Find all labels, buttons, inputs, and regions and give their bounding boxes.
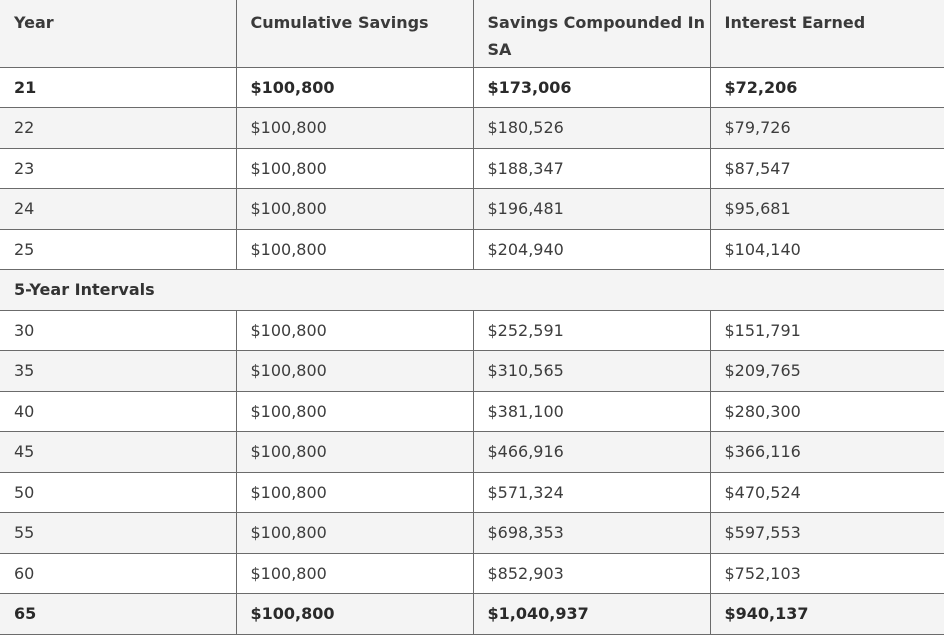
cell-interest-earned: $280,300 (710, 391, 944, 432)
cell-cumulative-savings: $100,800 (236, 472, 473, 513)
cell-year: 60 (0, 553, 236, 594)
cell-cumulative-savings: $100,800 (236, 229, 473, 270)
cell-savings-compounded: $204,940 (473, 229, 710, 270)
cell-savings-compounded: $852,903 (473, 553, 710, 594)
cell-year: 25 (0, 229, 236, 270)
cell-cumulative-savings: $100,800 (236, 351, 473, 392)
header-interest-earned: Interest Earned (710, 0, 944, 67)
table-row (0, 513, 944, 554)
table-row (0, 67, 944, 108)
cell-interest-earned: $87,547 (710, 148, 944, 189)
section-row (0, 270, 944, 311)
cell-year: 45 (0, 432, 236, 473)
header-cumulative-savings: Cumulative Savings (236, 0, 473, 67)
cell-interest-earned: $597,553 (710, 513, 944, 554)
cell-savings-compounded: $180,526 (473, 108, 710, 149)
cell-cumulative-savings: $100,800 (236, 513, 473, 554)
cell-year: 65 (0, 594, 236, 635)
cell-savings-compounded: $381,100 (473, 391, 710, 432)
table-row (0, 553, 944, 594)
cell-year: 30 (0, 310, 236, 351)
cell-interest-earned: $95,681 (710, 189, 944, 230)
cell-interest-earned: $940,137 (710, 594, 944, 635)
cell-interest-earned: $151,791 (710, 310, 944, 351)
table-row (0, 148, 944, 189)
cell-year: 21 (0, 67, 236, 108)
cell-savings-compounded: $252,591 (473, 310, 710, 351)
cell-cumulative-savings: $100,800 (236, 148, 473, 189)
cell-interest-earned: $366,116 (710, 432, 944, 473)
cell-savings-compounded: $188,347 (473, 148, 710, 189)
table-row (0, 189, 944, 230)
cell-savings-compounded: $571,324 (473, 472, 710, 513)
table-row (0, 229, 944, 270)
cell-savings-compounded: $173,006 (473, 67, 710, 108)
cell-cumulative-savings: $100,800 (236, 189, 473, 230)
cell-savings-compounded: $466,916 (473, 432, 710, 473)
cell-interest-earned: $752,103 (710, 553, 944, 594)
cell-year: 55 (0, 513, 236, 554)
cell-savings-compounded: $310,565 (473, 351, 710, 392)
cell-interest-earned: $72,206 (710, 67, 944, 108)
cell-savings-compounded: $1,040,937 (473, 594, 710, 635)
cell-interest-earned: $470,524 (710, 472, 944, 513)
table-row (0, 594, 944, 635)
cell-interest-earned: $79,726 (710, 108, 944, 149)
cell-year: 23 (0, 148, 236, 189)
cell-cumulative-savings: $100,800 (236, 594, 473, 635)
cell-savings-compounded: $698,353 (473, 513, 710, 554)
cell-year: 35 (0, 351, 236, 392)
cell-cumulative-savings: $100,800 (236, 108, 473, 149)
cell-cumulative-savings: $100,800 (236, 432, 473, 473)
table-row (0, 108, 944, 149)
table-row (0, 351, 944, 392)
section-label: 5-Year Intervals (0, 270, 944, 311)
cell-savings-compounded: $196,481 (473, 189, 710, 230)
cell-cumulative-savings: $100,800 (236, 553, 473, 594)
header-savings-compounded: Savings Compounded In SA (473, 0, 710, 67)
cell-interest-earned: $104,140 (710, 229, 944, 270)
cell-year: 50 (0, 472, 236, 513)
cell-cumulative-savings: $100,800 (236, 67, 473, 108)
cell-interest-earned: $209,765 (710, 351, 944, 392)
cell-year: 22 (0, 108, 236, 149)
header-year: Year (0, 0, 236, 67)
table-row (0, 472, 944, 513)
cell-year: 24 (0, 189, 236, 230)
table-header-row (0, 0, 944, 67)
table-row (0, 432, 944, 473)
table-row (0, 310, 944, 351)
cell-year: 40 (0, 391, 236, 432)
table-row (0, 391, 944, 432)
cell-cumulative-savings: $100,800 (236, 310, 473, 351)
cell-cumulative-savings: $100,800 (236, 391, 473, 432)
